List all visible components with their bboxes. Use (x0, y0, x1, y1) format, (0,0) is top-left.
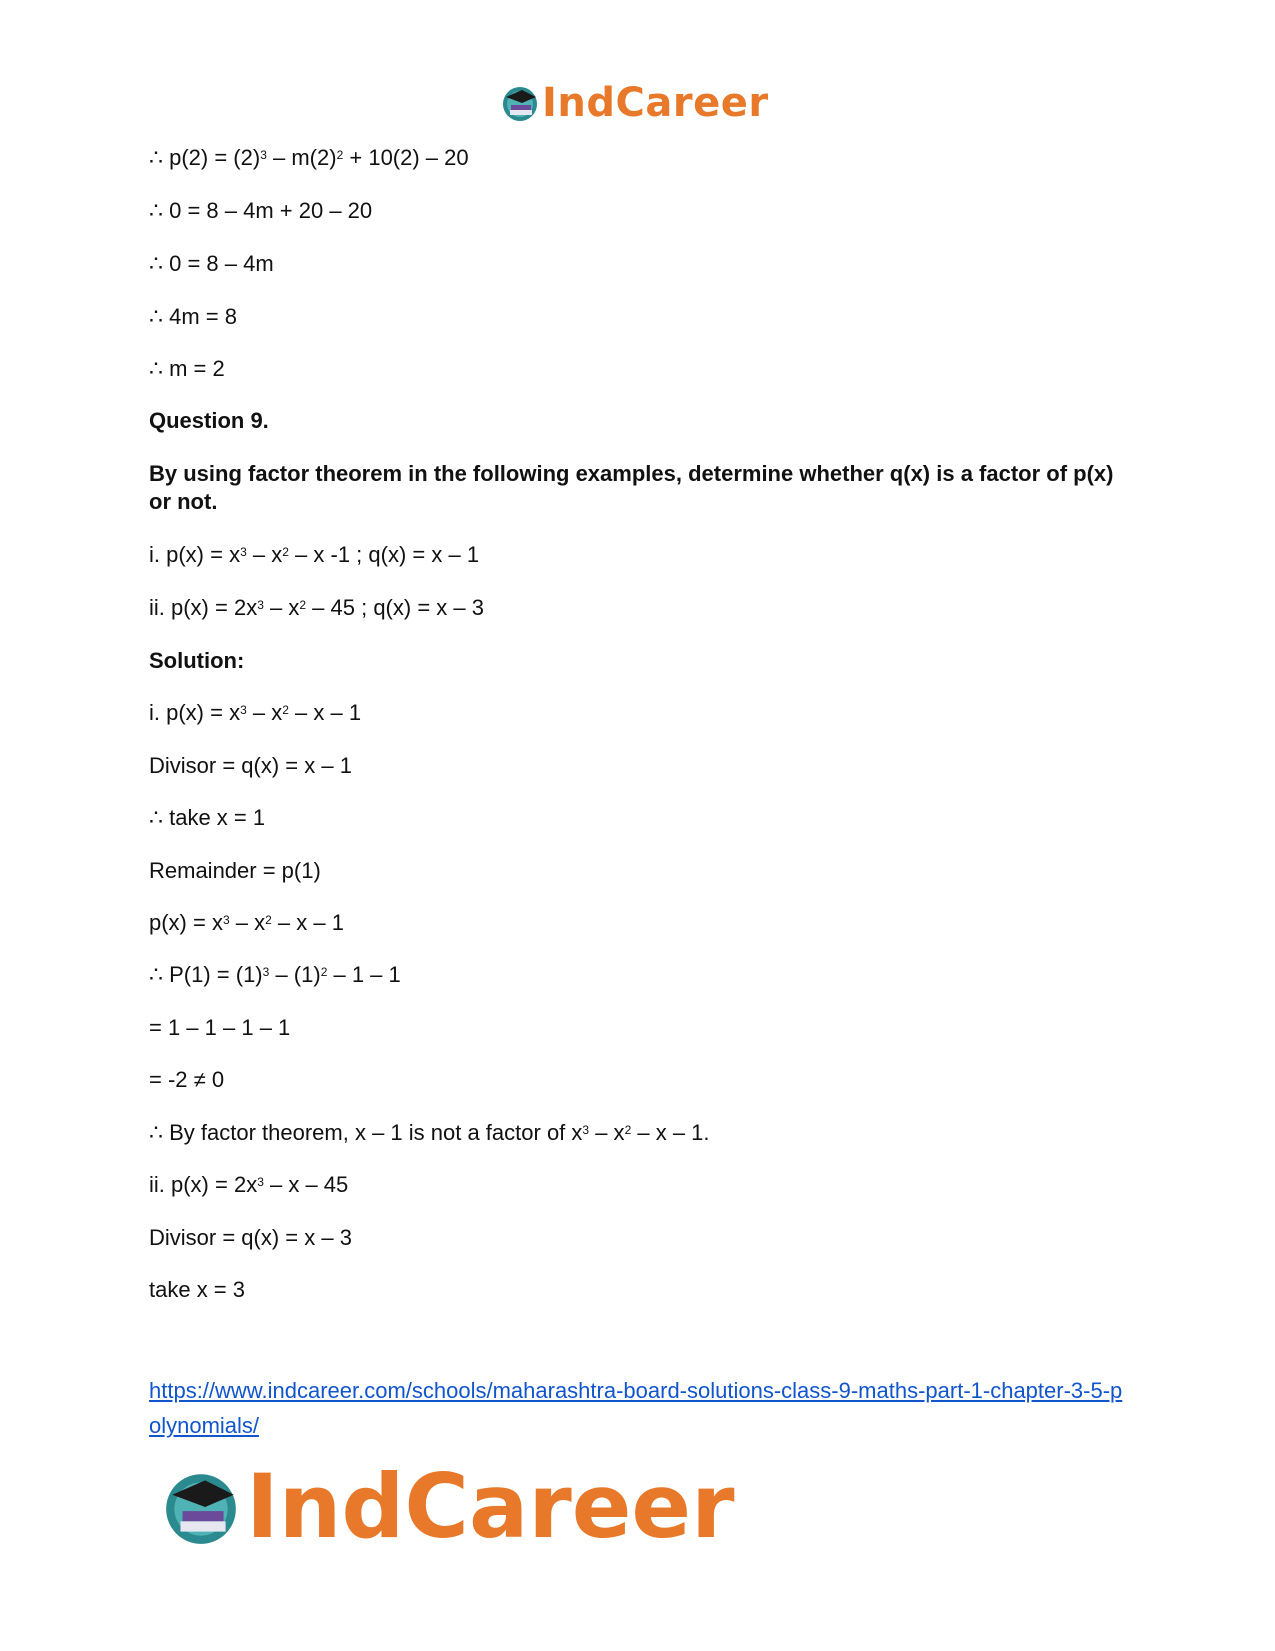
graduation-globe-icon (500, 83, 540, 123)
step-line: Divisor = q(x) = x – 3 (149, 1225, 352, 1250)
solution-heading: Solution: (149, 648, 245, 673)
logo-wordmark: IndCareer (542, 80, 769, 126)
step-line: ∴ $P(1) = (1)^3 - (1)^2 - 1 - 1$ (149, 962, 401, 987)
step-line: i. $p(x) = x^3 - x^2 - x - 1$ (149, 700, 362, 725)
step-line: ∴ 0 = 8 – 4m (149, 251, 274, 276)
question-text: By using factor theorem in the following examples, determine whether q(x) is a factor of p(x) or not. (149, 461, 1114, 514)
step-line: Divisor = q(x) = x – 1 (149, 753, 352, 778)
step-line: = 1 – 1 – 1 – 1 (149, 1015, 291, 1040)
step-line: ∴ m = 2 (149, 356, 225, 381)
step-line: Remainder = p(1) (149, 858, 321, 883)
header-logo (500, 80, 769, 126)
graduation-globe-icon (160, 1466, 242, 1548)
question-part: ii. $p(x) = 2x^3 - x^2 - 45$ ; q(x) = x – 3 (149, 595, 484, 620)
question-heading: Question 9. (149, 408, 269, 433)
question-part: i. $p(x) = x^3 - x^2 - x$ -1 ; q(x) = x – 1 (149, 542, 480, 567)
step-line: $p(x) = x^3 - x^2 - x - 1$ (149, 910, 344, 935)
source-link[interactable]: https://www.indcareer.com/schools/maharashtra-board-solutions-class-9-maths-part-1-chapter-3-5-polynomials/ (149, 1378, 1123, 1438)
step-line: = -2 ≠ 0 (149, 1067, 225, 1092)
step-line: ∴ By factor theorem, x – 1 is not a factor of $x^3 - x^2$ – x – 1. (149, 1120, 710, 1145)
step-line: ∴ 0 = 8 – 4m + 20 – 20 (149, 198, 373, 223)
step-line: ∴ take x = 1 (149, 805, 266, 830)
step-line: ∴ 4m = 8 (149, 304, 237, 329)
step-line: take x = 3 (149, 1277, 246, 1302)
footer-logo (160, 1455, 735, 1558)
logo-wordmark: IndCareer (246, 1455, 735, 1558)
step-line: ∴ $p(2) = (2)^3 - m(2)^2 + 10(2) - 20$ (149, 145, 469, 170)
step-line: ii. $p(x) = 2x^3 - x - 45$ (149, 1172, 349, 1197)
